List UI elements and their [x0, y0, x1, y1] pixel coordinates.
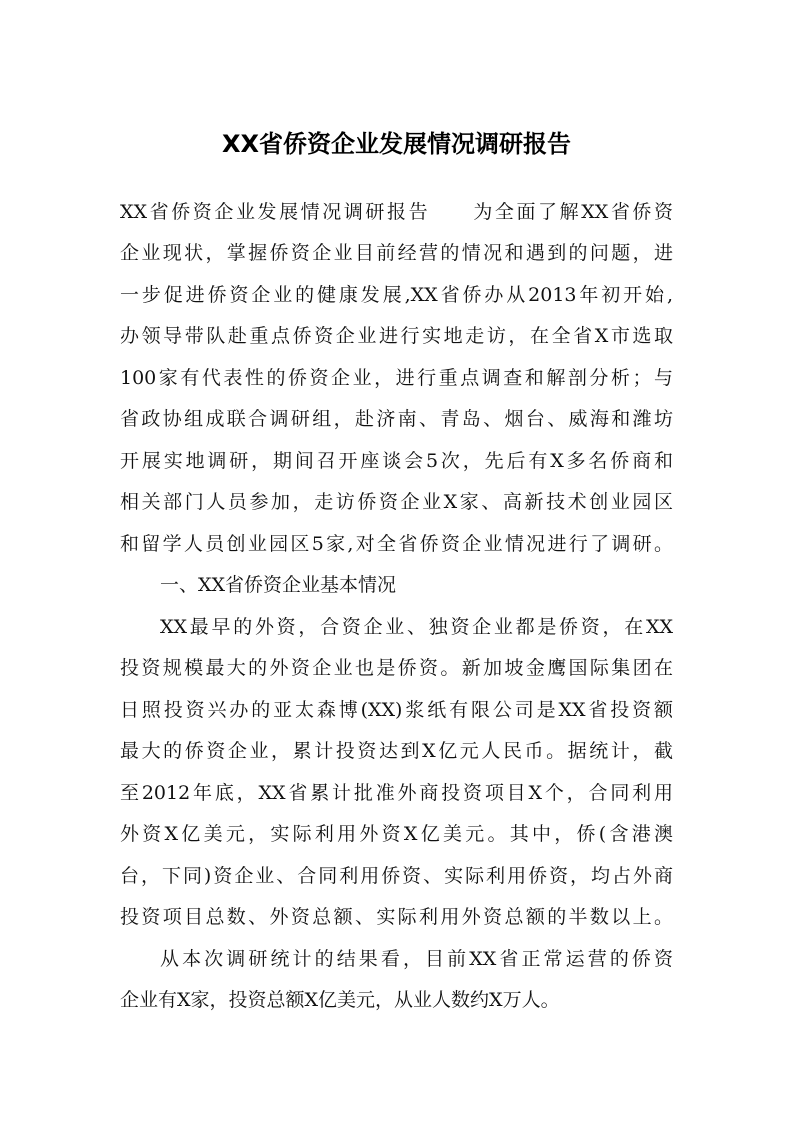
- paragraph-line: 台，下同)资企业、合同利用侨资、实际利用侨资，均占外商: [120, 865, 673, 887]
- paragraph-line: XX最早的外资，合资企业、独资企业都是侨资，在XX: [160, 616, 673, 638]
- paragraph-line: 投资规模最大的外资企业也是侨资。新加坡金鹰国际集团在: [120, 657, 673, 679]
- paragraph-line: 企业现状，掌握侨资企业目前经营的情况和遇到的问题，进: [120, 242, 673, 264]
- paragraph-line: XX省侨资企业发展情况调研报告 为全面了解XX省侨资: [120, 201, 673, 223]
- paragraph-line: 日照投资兴办的亚太森博(XX)浆纸有限公司是XX省投资额: [120, 699, 673, 721]
- paragraph-line: 一步促进侨资企业的健康发展,XX省侨办从2013年初开始,: [120, 284, 673, 306]
- document-title: XX省侨资企业发展情况调研报告: [221, 130, 571, 158]
- paragraph-line: 办领导带队赴重点侨资企业进行实地走访，在全省X市选取: [120, 325, 673, 347]
- paragraph-line: 投资项目总数、外资总额、实际利用外资总额的半数以上。: [120, 906, 673, 928]
- paragraph-line: 开展实地调研，期间召开座谈会5次，先后有X多名侨商和: [120, 450, 673, 472]
- paragraph-line: 最大的侨资企业，累计投资达到X亿元人民币。据统计，截: [120, 740, 673, 762]
- paragraph-line: 外资X亿美元，实际利用外资X亿美元。其中，侨(含港澳: [120, 823, 673, 845]
- paragraph-line: 相关部门人员参加，走访侨资企业X家、高新技术创业园区: [120, 491, 673, 513]
- section-heading: 一、XX省侨资企业基本情况: [160, 574, 397, 596]
- paragraph-line: 从本次调研统计的结果看，目前XX省正常运营的侨资: [160, 948, 673, 970]
- paragraph-line: 和留学人员创业园区5家,对全省侨资企业情况进行了调研。: [120, 533, 673, 555]
- paragraph-line: 企业有X家，投资总额X亿美元，从业人数约X万人。: [120, 989, 560, 1011]
- paragraph-line: 省政协组成联合调研组，赴济南、青岛、烟台、威海和潍坊: [120, 408, 673, 430]
- paragraph-line: 100家有代表性的侨资企业，进行重点调查和解剖分析；与: [120, 367, 673, 389]
- paragraph-line: 至2012年底，XX省累计批准外商投资项目X个，合同利用: [120, 782, 673, 804]
